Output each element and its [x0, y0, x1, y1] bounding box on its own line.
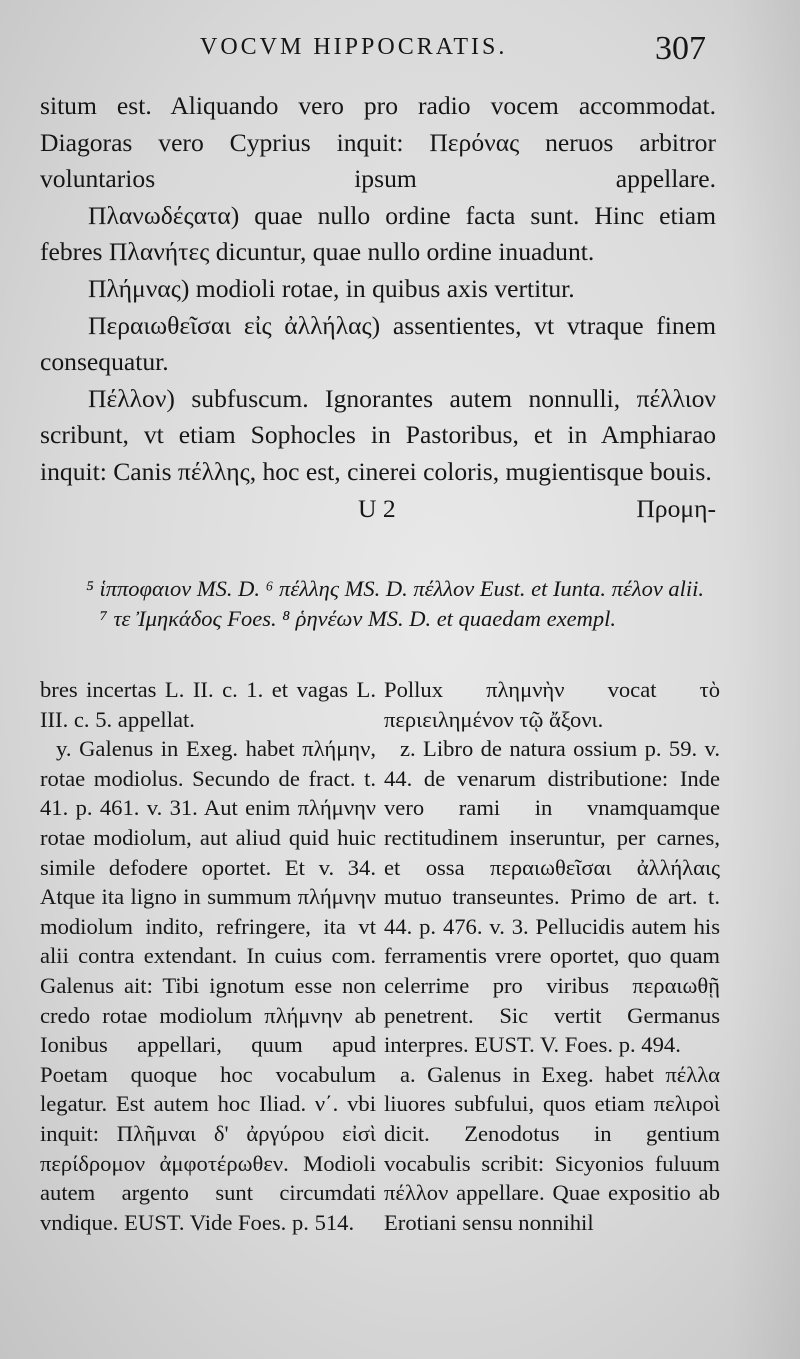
two-column-notes: [40, 675, 720, 1335]
note-paragraph: Pollux πλημνὴν vocat τὸ περιειλημένον τῷ ἄξονι.: [384, 677, 720, 732]
signature-mark: U 2: [358, 493, 396, 523]
main-paragraph: Πλανωδέςατα) quae nullo ordine facta sunt. Hinc etiam febres Πλανήτες dicuntur, quae nullo ordine inuadunt.: [40, 200, 716, 267]
page-number: 307: [655, 30, 706, 67]
signature-line: [40, 491, 716, 527]
running-title: VOCVM HIPPOCRATIS.: [200, 34, 508, 60]
main-paragraph: situm est. Aliquando vero pro radio vocem accommodat. Diagoras vero Cyprius inquit: Περόνας neruos arbitror voluntarios ipsum appellare.: [40, 91, 716, 194]
main-paragraph: Πλήμνας) modioli rotae, in quibus axis vertitur.: [88, 273, 575, 303]
note-paragraph: a. Galenus in Exeg. habet πέλλα liuores subfului, quos etiam πελιροὶ dicit. Zenodotus in gentium vocabulis scribit: Sicyonios fuluum πέλλον appellare. Quae expositio ab Erotiani sensu nonnihil: [384, 1061, 720, 1235]
main-paragraph: Περαιωθεῖσαι εἰς ἀλλήλας) assentientes, vt vtraque finem consequatur.: [40, 310, 716, 377]
note-paragraph: bres incertas L. II. c. 1. et vagas L. III. c. 5. appellat.: [40, 677, 376, 732]
left-column: [40, 675, 376, 1237]
note-paragraph: z. Libro de natura ossium p. 59. v. 44. de venarum distributione: Inde vero rami in vnamquamque rectitudinem inseruntur, per carnes, et ossa περαιωθεῖσαι ἀλλήλαις mutuo transeuntes. Primo de art. t. 44. p. 476. v. 3. Pellucidis autem his ferramentis vrere oportet, quo quam celerrime pro viribus περαιωθῇ penetrent. Sic vertit Germanus interpres. EUST. V. Foes. p. 494.: [384, 736, 720, 1058]
right-column: [384, 675, 720, 1237]
footnotes: [40, 574, 716, 634]
footnote-text: ⁵ ἱπποφαιον MS. D. ⁶ πέλλης MS. D. πέλλον Eust. et Iunta. πέλον alii. ⁷ τε Ἰμηκάδος Foes. ⁸ ῥηνέων MS. D. et quaedam exempl.: [86, 576, 705, 631]
main-text: [40, 88, 716, 527]
main-paragraph: Πέλλον) subfuscum. Ignorantes autem nonnulli, πέλλιον scribunt, vt etiam Sophocles in Pastoribus, et in Amphiarao inquit: Canis πέλλης, hoc est, cinerei coloris, mugientisque bouis.: [40, 383, 716, 486]
catchword: Προμη-: [636, 493, 716, 523]
note-paragraph: y. Galenus in Exeg. habet πλήμην, rotae modiolus. Secundo de fract. t. 41. p. 461. v. 31. Aut enim πλήμνην rotae modiolum, aut aliud quid huic simile defodere oportet. Et v. 34. Atque ita ligno in summum πλήμνην modiolum indito, refringere, ita vt alii contra extendant. In cuius com. Galenus ait: Tibi ignotum esse non credo rotae modiolum πλήμνην ab Ionibus appellari, quum apud Poetam quoque hoc vocabulum legatur. Est autem hoc Iliad. ν΄. vbi inquit: Πλῆμναι δ' ἀργύρου εἰσὶ περίδρομον ἀμφοτέρωθεν. Modioli autem argento sunt circumdati vndique. EUST. Vide Foes. p. 514.: [40, 736, 376, 1235]
running-head: [0, 30, 800, 70]
page-edge-shadow: [730, 0, 800, 1359]
